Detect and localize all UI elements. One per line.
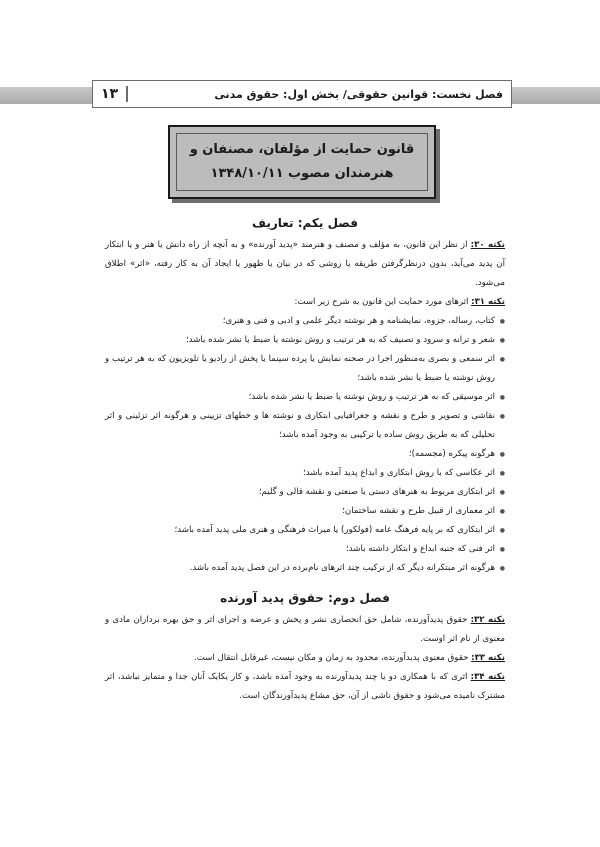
- note-32: [105, 611, 505, 649]
- running-header: [92, 80, 512, 108]
- law-title-line-1: قانون حمایت از مؤلفان، مصنفان و: [189, 142, 415, 157]
- note-text: از نظر این قانون، به مؤلف و مصنف و هنرمند «پدید آورنده» و به آنچه از راه دانش یا هنر و یا ابتکار آن پدید می‌آید، بدون درنظرگرفتن طریقه یا روشی که در بیان یا ظهور یا ایجاد آن به کار رفته، «اثر» اطلاق می‌شود.: [105, 240, 505, 288]
- chapter-2-title: فصل دوم: حقوق پدید آورنده: [220, 591, 390, 605]
- page-content: [105, 210, 505, 706]
- note-label: نکته ۳۴:: [470, 672, 506, 682]
- list-item: ● شعر و ترانه و سرود و تصنیف که به هر ترتیب و روش نوشته یا ضبط یا نشر شده باشد؛: [105, 331, 505, 350]
- note-text: اثری که با همکاری دو یا چند پدیدآورنده به وجود آمده باشد، و کار یکایک آنان جدا و متمایز نباشد، اثر مشترک نامیده می‌شود و حقوق ناشی از آن، حق مشاع پدیدآورندگان است.: [105, 672, 505, 701]
- note-30: [105, 236, 505, 293]
- note-label: نکته ۳۱:: [471, 297, 505, 307]
- list-item: ● کتاب، رساله، جزوه، نمایشنامه و هر نوشته دیگر علمی و ادبی و فنی و هنری؛: [105, 312, 505, 331]
- list-item: ● اثر معماری از قبیل طرح و نقشه ساختمان؛: [105, 502, 505, 521]
- note-text: حقوق معنوی پدیدآورنده، محدود به زمان و مکان نیست، غیرقابل انتقال است.: [193, 653, 469, 663]
- note-33: [105, 649, 505, 668]
- list-item: ● اثر موسیقی که به هر ترتیب و روش نوشته یا ضبط یا نشر شده باشد؛: [105, 388, 505, 407]
- note-label: نکته ۳۰:: [470, 240, 506, 250]
- note-label: نکته ۳۳:: [471, 653, 505, 663]
- note-34: [105, 668, 505, 706]
- law-title: [176, 133, 428, 191]
- list-item: ● اثر ابتکاری که بر پایه فرهنگ عامه (فولکور) یا میراث فرهنگی و هنری ملی پدید آمده باشد؛: [105, 521, 505, 540]
- note-text: حقوق پدیدآورنده، شامل حق انحصاری نشر و پخش و عرضه و اجرای اثر و حق بهره برداران مادی و معنوی از نام اثر اوست.: [105, 615, 505, 644]
- list-item: ● اثر عکاسی که با روش ابتکاری و ابداع پدید آمده باشد؛: [105, 464, 505, 483]
- note-text: اثرهای مورد حمایت این قانون به شرح زیر است:: [294, 297, 469, 307]
- list-item: ● اثر سمعی و بصری به‌منظور اجرا در صحنه نمایش یا پرده سینما یا پخش از رادیو یا تلویزیون که به هر ترتیب و روش نوشته یا ضبط یا نشر شده باشد؛: [105, 350, 505, 388]
- protected-works-list: [105, 312, 505, 578]
- list-item: ● هرگونه اثر مبتکرانه دیگر که از ترکیب چند اثرهای نام‌برده در این فصل پدید آمده باشد.: [105, 559, 505, 578]
- running-header-title: فصل نخست: قوانین حقوقی/ بخش اول: حقوق مدنی: [214, 87, 503, 101]
- chapter-1-title: فصل یکم: تعاریف: [252, 216, 358, 230]
- page-number: ۱۳: [101, 86, 128, 102]
- list-item: ● هرگونه پیکره (مجسمه)؛: [105, 445, 505, 464]
- list-item: ● اثر ابتکاری مربوط به هنرهای دستی یا صنعتی و نقشه قالی و گلیم؛: [105, 483, 505, 502]
- list-item: ● نقاشی و تصویر و طرح و نقشه و جغرافیایی ابتکاری و نوشته ها و خطهای تزیینی و هرگونه اثر تزئینی و اثر تحلیلی که به طریق روش ساده یا ترکیبی به وجود آمده باشد؛: [105, 407, 505, 445]
- law-title-line-2: هنرمندان مصوب ۱۳۴۸/۱۰/۱۱: [210, 166, 394, 181]
- list-item: ● اثر فنی که جنبه ابداع و ابتکار داشته باشد؛: [105, 540, 505, 559]
- note-31: [105, 293, 505, 312]
- note-label: نکته ۳۲:: [470, 615, 506, 625]
- law-title-frame: [168, 125, 436, 199]
